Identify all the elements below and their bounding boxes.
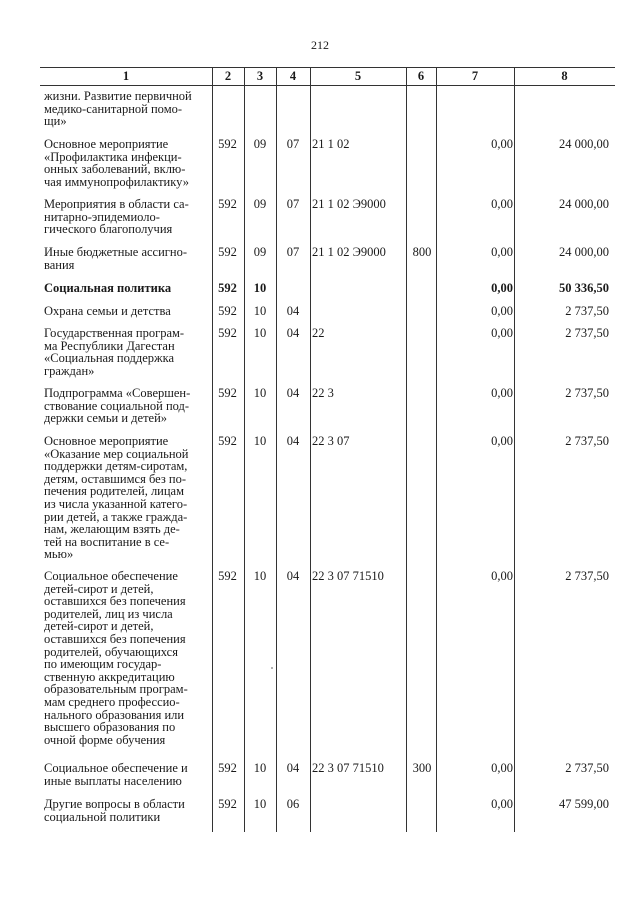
cell-col-4: 04 bbox=[286, 386, 300, 400]
cell-col-5: 21 1 02 Э9000 bbox=[312, 197, 386, 211]
header-col-2: 2 bbox=[224, 69, 232, 83]
cell-col-8: 2 737,50 bbox=[565, 304, 609, 318]
budget-table bbox=[40, 67, 615, 832]
header-col-4: 4 bbox=[289, 69, 297, 83]
cell-col-8: 50 336,50 bbox=[559, 281, 609, 295]
column-divider bbox=[514, 67, 515, 832]
cell-col-2: 592 bbox=[218, 569, 237, 583]
header-col-1: 1 bbox=[122, 69, 130, 83]
cell-col-7: 0,00 bbox=[491, 281, 513, 295]
row-name: Другие вопросы в области социальной политики bbox=[44, 797, 185, 824]
cell-col-2: 592 bbox=[218, 434, 237, 448]
header-col-5: 5 bbox=[354, 69, 362, 83]
column-divider bbox=[244, 67, 245, 832]
cell-col-7: 0,00 bbox=[491, 386, 513, 400]
cell-col-2: 592 bbox=[218, 304, 237, 318]
header-bottom-border bbox=[40, 85, 615, 86]
cell-col-2: 592 bbox=[218, 281, 237, 295]
cell-col-3: 10 bbox=[253, 281, 267, 295]
cell-col-8: 47 599,00 bbox=[559, 797, 609, 811]
cell-col-2: 592 bbox=[218, 197, 237, 211]
cell-col-3: 10 bbox=[253, 797, 267, 811]
cell-col-8: 24 000,00 bbox=[559, 197, 609, 211]
cell-col-4: 04 bbox=[286, 569, 300, 583]
cell-col-8: 2 737,50 bbox=[565, 326, 609, 340]
cell-col-3: 09 bbox=[253, 197, 267, 211]
cell-col-7: 0,00 bbox=[491, 326, 513, 340]
cell-col-2: 592 bbox=[218, 326, 237, 340]
cell-col-3: 09 bbox=[253, 245, 267, 259]
cell-col-5: 22 3 07 71510 bbox=[312, 761, 384, 775]
cell-col-7: 0,00 bbox=[491, 304, 513, 318]
row-name: Государственная програм- ма Республики Дагестан «Социальная поддержка граждан» bbox=[44, 326, 185, 378]
header-col-8: 8 bbox=[561, 69, 568, 83]
row-name: Мероприятия в области са- нитарно-эпидемиоло- гического благополучия bbox=[44, 197, 189, 237]
cell-col-8: 2 737,50 bbox=[565, 386, 609, 400]
cell-col-5: 22 3 bbox=[312, 386, 334, 400]
header-col-7: 7 bbox=[471, 69, 479, 83]
cell-col-7: 0,00 bbox=[491, 137, 513, 151]
cell-col-3: 10 bbox=[253, 386, 267, 400]
cell-col-5: 21 1 02 bbox=[312, 137, 350, 151]
cell-col-8: 2 737,50 bbox=[565, 569, 609, 583]
cell-col-7: 0,00 bbox=[491, 197, 513, 211]
cell-col-4: 07 bbox=[286, 137, 300, 151]
cell-col-8: 24 000,00 bbox=[559, 245, 609, 259]
cell-col-4: 06 bbox=[286, 797, 300, 811]
column-divider bbox=[406, 67, 407, 832]
column-divider bbox=[436, 67, 437, 832]
row-name: Социальное обеспечение и иные выплаты населению bbox=[44, 761, 188, 788]
cell-col-5: 21 1 02 Э9000 bbox=[312, 245, 386, 259]
cell-col-2: 592 bbox=[218, 761, 237, 775]
page-number: 212 bbox=[311, 38, 329, 52]
row-name: Подпрограмма «Совершен- ствование социальной под- держки семьи и детей» bbox=[44, 386, 191, 426]
cell-col-3: 10 bbox=[253, 326, 267, 340]
row-name: Охрана семьи и детства bbox=[44, 304, 171, 318]
cell-col-4: 07 bbox=[286, 245, 300, 259]
cell-col-5: 22 3 07 bbox=[312, 434, 350, 448]
header-col-6: 6 bbox=[417, 69, 425, 83]
row-name: жизни. Развитие первичной медико-санитарной помо- щи» bbox=[44, 89, 192, 129]
cell-col-7: 0,00 bbox=[491, 434, 513, 448]
cell-col-4: 04 bbox=[286, 326, 300, 340]
header-col-3: 3 bbox=[256, 69, 264, 83]
cell-col-8: 2 737,50 bbox=[565, 434, 609, 448]
cell-col-2: 592 bbox=[218, 797, 237, 811]
cell-col-4: 07 bbox=[286, 197, 300, 211]
cell-col-5: 22 bbox=[312, 326, 325, 340]
row-name: Социальное обеспечение детей-сирот и детей, оставшихся без попечения родителей, лиц из числа детей-сирот и детей, оставшихся без попечения родителей, обучающихся по имеющим государ- ственную аккредитацию образовательным програм- мам среднего профессио- нального образования или высшего образования по очной форме обучения bbox=[44, 569, 188, 747]
cell-col-5: 22 3 07 71510 bbox=[312, 569, 384, 583]
row-name: Социальная политика bbox=[44, 281, 172, 295]
column-divider bbox=[310, 67, 311, 832]
cell-col-3: 10 bbox=[253, 304, 267, 318]
cell-col-6: 300 bbox=[412, 761, 432, 775]
scan-speck bbox=[271, 667, 273, 669]
column-divider bbox=[212, 67, 213, 832]
cell-col-8: 24 000,00 bbox=[559, 137, 609, 151]
cell-col-3: 09 bbox=[253, 137, 267, 151]
cell-col-7: 0,00 bbox=[491, 797, 513, 811]
cell-col-2: 592 bbox=[218, 245, 237, 259]
row-name: Основное мероприятие «Оказание мер социальной поддержки детям-сиротам, детям, оставшимся без по- печения родителей, лицам из числа указанной катего- рии детей, а также гражда- нам, желающим взять де- тей на воспитание в се- мью» bbox=[44, 434, 189, 562]
row-name: Иные бюджетные ассигно- вания bbox=[44, 245, 188, 272]
cell-col-3: 10 bbox=[253, 761, 267, 775]
cell-col-2: 592 bbox=[218, 137, 237, 151]
cell-col-3: 10 bbox=[253, 434, 267, 448]
cell-col-7: 0,00 bbox=[491, 245, 513, 259]
cell-col-7: 0,00 bbox=[491, 761, 513, 775]
column-divider bbox=[276, 67, 277, 832]
cell-col-3: 10 bbox=[253, 569, 267, 583]
cell-col-4: 04 bbox=[286, 761, 300, 775]
cell-col-6: 800 bbox=[412, 245, 432, 259]
table-top-border bbox=[40, 67, 615, 68]
cell-col-7: 0,00 bbox=[491, 569, 513, 583]
cell-col-8: 2 737,50 bbox=[565, 761, 609, 775]
cell-col-4: 04 bbox=[286, 434, 300, 448]
cell-col-4: 04 bbox=[286, 304, 300, 318]
row-name: Основное мероприятие «Профилактика инфекци- онных заболеваний, вклю- чая иммунопрофилактику» bbox=[44, 137, 189, 189]
cell-col-2: 592 bbox=[218, 386, 237, 400]
